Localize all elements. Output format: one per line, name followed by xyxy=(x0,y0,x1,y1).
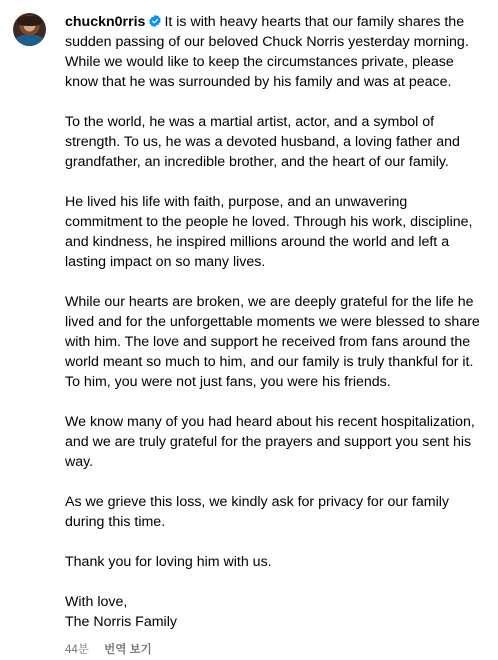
see-translation-button[interactable]: 번역 보기 xyxy=(104,644,152,656)
caption-paragraph-5: We know many of you had heard about his recent hospitalization, and we are truly grateful for the prayers and support you sent his way. xyxy=(65,414,475,470)
caption-paragraph-2: To the world, he was a martial artist, actor, and a symbol of strength. To us, he was a devoted husband, a loving father and grandfather, an incredible brother, and the heart of our family. xyxy=(65,114,460,170)
caption-paragraph-6: As we grieve this loss, we kindly ask for privacy for our family during this time. xyxy=(65,494,449,530)
verified-badge-icon xyxy=(148,14,162,28)
username-link[interactable]: chuckn0rris xyxy=(65,14,146,30)
post-timestamp[interactable]: 44분 xyxy=(65,644,89,656)
avatar-shirt xyxy=(15,35,44,46)
post-meta xyxy=(65,640,480,660)
caption-paragraph-1 xyxy=(65,12,480,92)
avatar[interactable] xyxy=(13,13,46,46)
signoff-line-1: With love, xyxy=(65,594,128,610)
caption-paragraph-3: He lived his life with faith, purpose, and an unwavering commitment to the people he loved. Through his work, discipline, and kindness, he inspired millions around the world and left a lasting impact on so many lives. xyxy=(65,194,473,270)
avatar-hat xyxy=(17,16,42,26)
caption-text: It is with heavy hearts that our family shares the sudden passing of our beloved Chuck Norris yesterday morning. While we would like to keep the circumstances private, please know that he was surrounded by his family and was at peace. xyxy=(65,14,469,90)
caption-paragraph-4: While our hearts are broken, we are deeply grateful for the life he lived and for the unforgettable moments we were blessed to share with him. The love and support he received from fans around the world meant so much to him, and our family is truly thankful for it. To him, you were not just fans, you were his friends. xyxy=(65,294,480,390)
caption-paragraph-7: Thank you for loving him with us. xyxy=(65,554,272,570)
caption-content xyxy=(65,12,480,660)
signoff-line-2: The Norris Family xyxy=(65,614,177,630)
